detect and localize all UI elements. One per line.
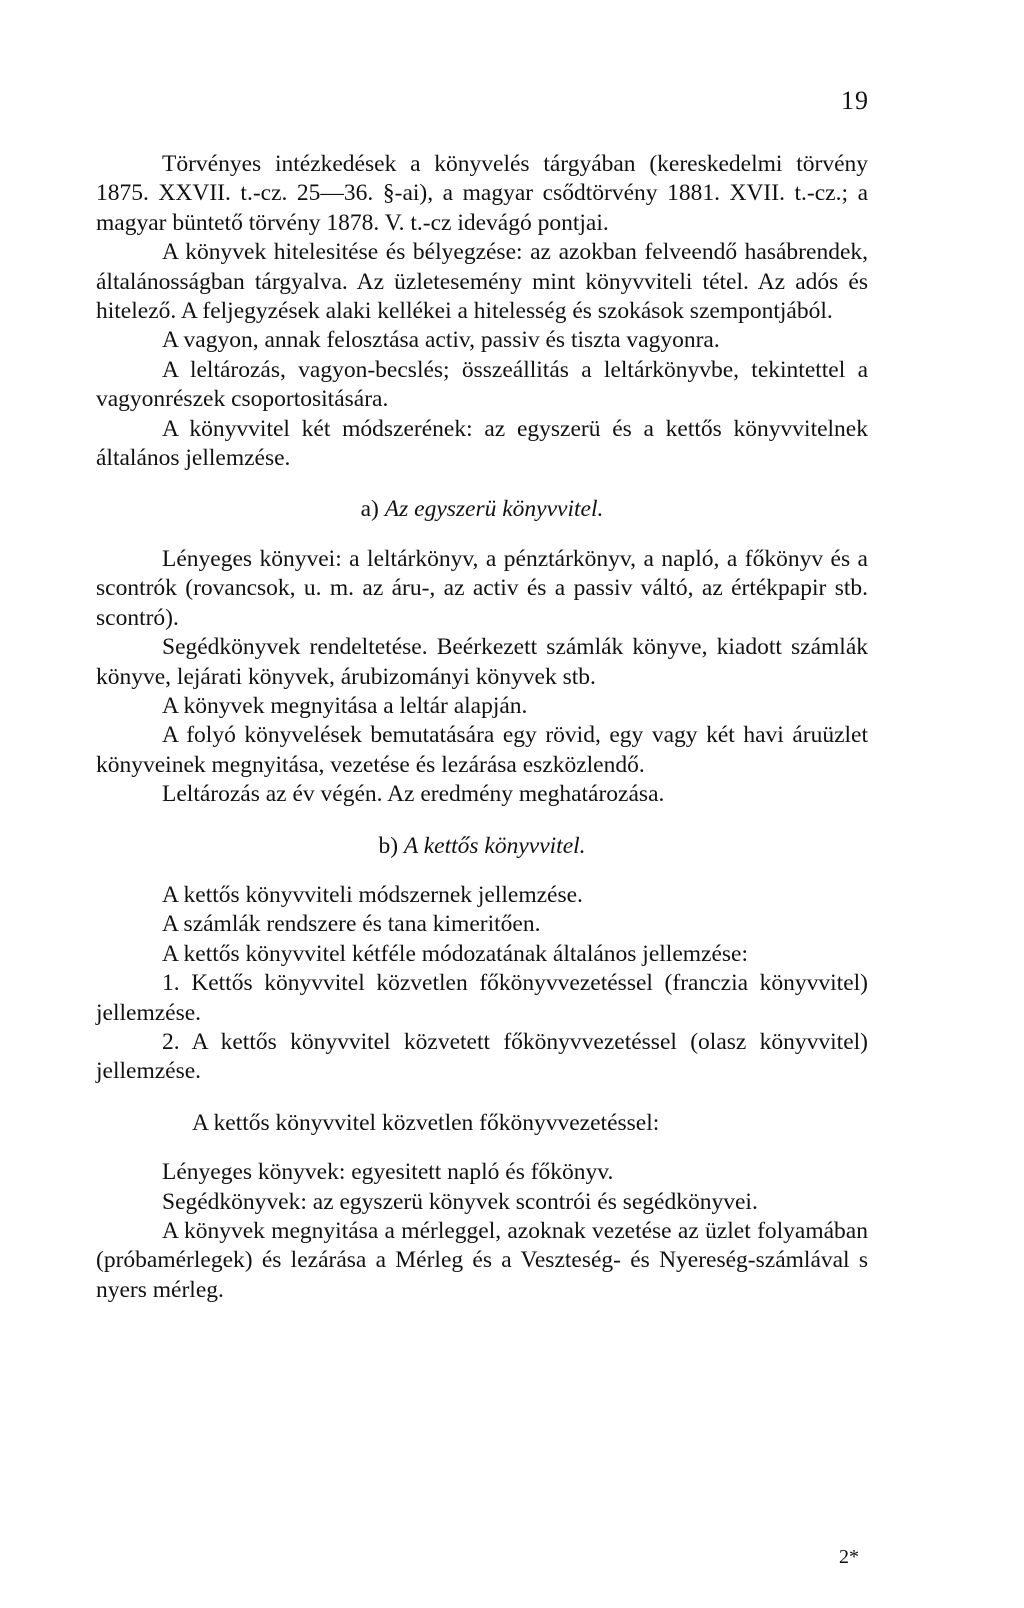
paragraph: 1. Kettős könyvvitel közvetlen főkönyvvezetéssel (franczia könyvvitel) jellemzése. [96,970,868,1026]
paragraph: A kettős könyvviteli módszernek jellemzése. [162,881,583,908]
section-a-prefix: a) [360,496,379,523]
paragraph: Lényeges könyvek: egyesitett napló és főkönyv. [162,1159,614,1186]
section-b-title: A kettős könyvvitel. [403,832,586,859]
subsection-heading: A kettős könyvvitel közvetlen főkönyvvezetéssel: [192,1109,660,1136]
paragraph: A leltározás, vagyon-becslés; összeállitás a leltárkönyvbe, tekintettel a vagyonrészek csoportositására. [96,356,868,413]
section-b-heading [96,832,868,861]
paragraph: A könyvek megnyitása a mérleggel, azoknak vezetése az üzlet folyamában (próbamérlegek) és lezárása a Mérleg és a Veszteség- és Nyereség-számlával s nyers mérleg. [96,1218,868,1303]
section-a-heading [96,495,868,524]
paragraph: A számlák rendszere és tana kimeritően. [162,911,541,938]
paragraph: Segédkönyvek: az egyszerü könyvek scontrói és segédkönyvei. [162,1188,758,1215]
paragraph: A könyvvitel két módszerének: az egyszerü és a kettős könyvvitelnek általános jellemzése. [96,415,868,472]
paragraph: A kettős könyvvitel kétféle módozatának általános jellemzése: [162,940,748,967]
paragraph: Törvényes intézkedések a könyvelés tárgyában (kereskedelmi törvény 1875. XXVII. t.-cz. 25—36. §-ai), a magyar csődtörvény 1881. XVII. t.-cz.; a magyar büntető törvény 1878. V. t.-cz idevágó pontjai. [96,151,868,236]
paragraph: 2. A kettős könyvvitel közvetett főkönyvvezetéssel (olasz könyvvitel) jellemzése. [96,1028,868,1085]
paragraph: Leltározás az év végén. Az eredmény meghatározása. [162,781,665,808]
section-b-prefix: b) [378,832,399,859]
paragraph: A könyvek megnyitása a leltár alapján. [162,692,528,719]
section-a-title: Az egyszerü könyvvitel. [384,496,604,523]
page-body [96,150,868,1305]
paragraph: A vagyon, annak felosztása activ, passiv és tiszta vagyonra. [162,327,720,354]
page-number: 19 [841,86,869,115]
paragraph: A könyvek hitelesitése és bélyegzése: az azokban felveendő hasábrendek, általánosságban tárgyalva. Az üzletesemény mint könyvviteli tétel. Az adós és hitelező. A feljegyzések alaki kellékei a hitelesség és szokások szempontjából. [96,239,868,325]
paragraph: Segédkönyvek rendeltetése. Beérkezett számlák könyve, kiadott számlák könyve, lejárati könyvek, árubizományi könyvek stb. [96,634,868,690]
paragraph: Lényeges könyvei: a leltárkönyv, a pénztárkönyv, a napló, a főkönyv és a scontrók (rovancsok, u. m. az áru-, az activ és a passiv váltó, az értékpapir stb. scontró). [96,545,868,631]
signature-mark: 2* [839,1546,859,1568]
paragraph: A folyó könyvelések bemutatására egy rövid, egy vagy két havi áruüzlet könyveinek megnyitása, vezetése és lezárása eszközlendő. [96,722,868,778]
